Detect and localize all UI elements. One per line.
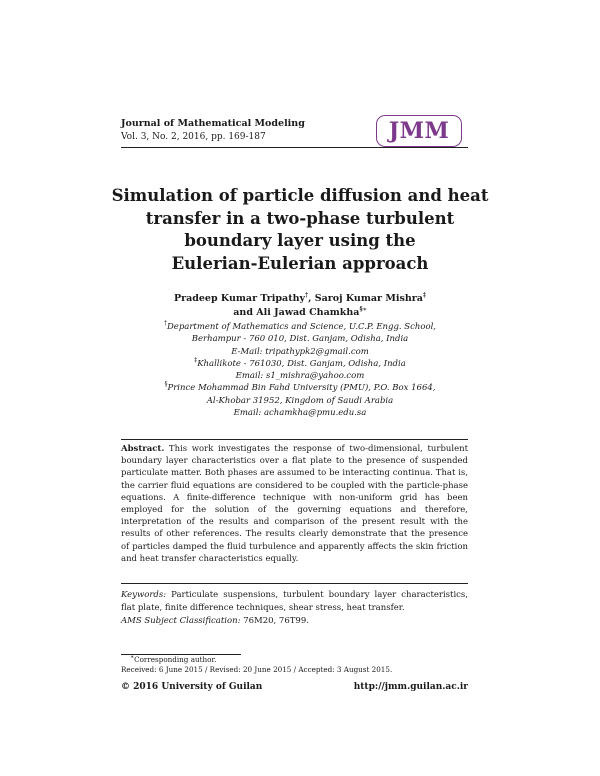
affiliation-line: Berhampur - 760 010, Dist. Ganjam, Odisha, India: [191, 334, 409, 345]
journal-url-link[interactable]: http://jmm.guilan.ac.ir: [353, 682, 468, 692]
affiliation-mark: †: [163, 320, 167, 328]
title-line: Eulerian-Eulerian approach: [171, 253, 429, 273]
affiliation-email: Email: s1_mishra@yahoo.com: [235, 371, 365, 382]
journal-name: Journal of Mathematical Modeling: [121, 118, 305, 129]
paper-title: [100, 185, 500, 275]
abstract-text: This work investigates the response of two-dimensional, turbulent boundary layer characteristics over a flat plate to the presence of suspended particulate matter. Both phases are assumed to be interacting continua. That is, the carrier fluid equations are considered to be coupled with the particle-phase equations. A finite-difference technique with non-uniform grid has been employed for the solution of the governing equations and therefore, interpretation of the results and comparison of the present result with the results of other references. The results clearly demonstrate that the presence of particles damped the fluid turbulence and apparently affects the skin friction and heat transfer characteristics equally.: [121, 444, 469, 564]
footnote: [121, 655, 468, 675]
affiliation-mark: ‡: [194, 357, 198, 365]
title-line: transfer in a two-phase turbulent: [145, 208, 455, 228]
abstract: [121, 443, 468, 565]
ams-classification: [121, 615, 468, 627]
header-divider: [121, 147, 468, 148]
author-list: [100, 292, 500, 320]
author-name: Ali Jawad Chamkha: [256, 307, 360, 318]
keywords-text: Particulate suspensions, turbulent boundary layer characteristics, flat plate, finite difference techniques, shear stress, heat transfer.: [121, 590, 468, 613]
jmm-logo: JMM: [376, 115, 462, 147]
author-mark: §∗: [359, 305, 367, 313]
author-mark: ‡: [422, 291, 427, 299]
corresponding-author-note: Corresponding author.: [134, 655, 217, 664]
affiliations: [100, 321, 500, 419]
copyright-notice: © 2016 University of Guilan: [121, 682, 263, 692]
affiliation-email: E-Mail: tripathypk2@gmail.com: [231, 346, 369, 357]
author-separator: ,: [308, 293, 315, 304]
author-mark: †: [305, 291, 309, 299]
ams-text: 76M20, 76T99.: [243, 616, 309, 626]
affiliation-line: Prince Mohammad Bin Fahd University (PMU), P.O. Box 1664,: [167, 383, 436, 394]
affiliation-email: Email: achamkha@pmu.edu.sa: [233, 408, 367, 419]
title-line: boundary layer using the: [184, 231, 416, 250]
affiliation-mark: §: [164, 381, 168, 389]
submission-dates: Received: 6 June 2015 / Revised: 20 June 2015 / Accepted: 3 August 2015.: [121, 665, 393, 674]
author-name: Saroj Kumar Mishra: [314, 293, 423, 304]
abstract-bottom-rule: [121, 583, 468, 584]
abstract-top-rule: [121, 439, 468, 440]
abstract-label: Abstract.: [121, 444, 165, 454]
author-conjunction: and: [233, 307, 257, 318]
author-name: Pradeep Kumar Tripathy: [173, 293, 306, 304]
keywords-label: Keywords:: [121, 590, 167, 600]
footnote-mark: ∗: [130, 653, 135, 661]
title-line: Simulation of particle diffusion and heat: [111, 186, 489, 205]
affiliation-line: Al-Khobar 31952, Kingdom of Saudi Arabia: [206, 395, 394, 406]
keywords: [121, 589, 468, 614]
affiliation-line: Department of Mathematics and Science, U.C.P. Engg. School,: [166, 322, 436, 332]
journal-volume: Vol. 3, No. 2, 2016, pp. 169-187: [121, 132, 266, 142]
affiliation-line: Khallikote - 761030, Dist. Ganjam, Odisha, India: [197, 358, 406, 369]
ams-label: AMS Subject Classification:: [121, 616, 241, 626]
